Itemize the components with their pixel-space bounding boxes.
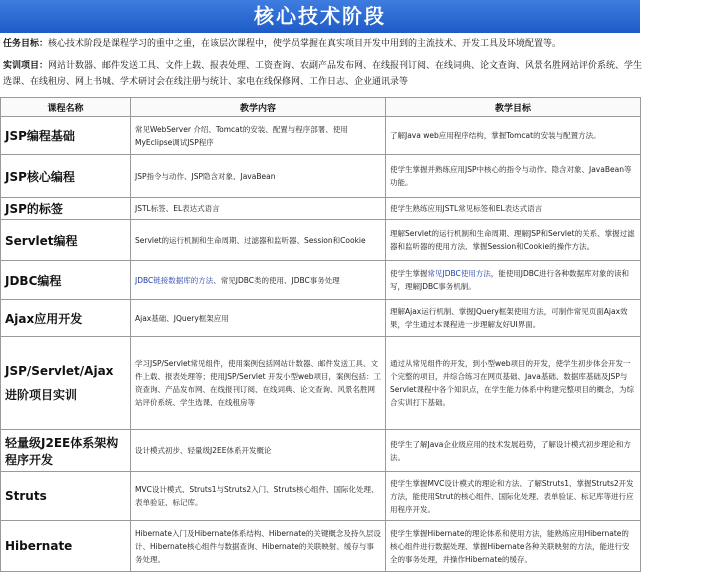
course-name: Struts xyxy=(1,472,131,521)
course-name-line: 程序开发 xyxy=(5,452,54,467)
task-text: 核心技术阶段是课程学习的重中之重，在该层次课程中，使学员掌握在真实项目开发中用到的主流技术、开发工具及环境配置等。 xyxy=(48,39,562,49)
table-row xyxy=(1,155,641,198)
course-goal: 使学生掌握MVC设计模式的理论和方法、了解Struts1、掌握Struts2开发方法，能使用Strut的核心组件、国际化处理、表单验证、标记库等进行应用程序开发。 xyxy=(386,472,641,521)
training-projects xyxy=(0,58,643,90)
course-name: Ajax应用开发 xyxy=(1,300,131,337)
header-content: 教学内容 xyxy=(131,98,386,117)
course-name: Servlet编程 xyxy=(1,220,131,261)
course-goal: 使学生掌握Hibernate的理论体系和使用方法，能熟练应用Hibernate的核心组件进行数据处理、掌握Hibernate各种关联映射的方法，能进行安全的事务处理，并操作Hibernate的缓存。 xyxy=(386,521,641,572)
course-name-line: JSP/Servlet/Ajax xyxy=(5,363,114,378)
course-content: Hibernate入门及Hibernate体系结构、Hibernate的关键概念及持久层设计、Hibernate核心组件与数据查询、Hibernate的关联映射、缓存与事务处理。 xyxy=(131,521,386,572)
course-name-line: 进阶项目实训 xyxy=(5,387,78,402)
task-label: 任务目标： xyxy=(3,39,49,49)
goal-highlight: 常见JDBC使用方法 xyxy=(427,269,491,278)
course-name: Hibernate xyxy=(1,521,131,572)
header-course: 课程名称 xyxy=(1,98,131,117)
table-row xyxy=(1,521,641,572)
course-goal xyxy=(386,261,641,300)
course-content: 学习JSP/Servlet常见组件，使用案例包括网站计数器、邮件发送工具、文件上载、报表处理等；使用JSP/Servlet 开发小型web项目，案例包括：工资查询、产品发布网、在线报刊订阅、在线词典、论文查询、风景名胜网站评价系统、学生选课、在线租房等 xyxy=(131,337,386,430)
table-row xyxy=(1,117,641,155)
course-goal: 理解Ajax运行机制、掌握JQuery框架使用方法，可制作常见页面Ajax效果，学生通过本课程进一步理解友好UI界面。 xyxy=(386,300,641,337)
content-rest: 、常见JDBC类的使用、JDBC事务处理 xyxy=(213,275,340,285)
course-content: JSTL标签、EL表达式语言 xyxy=(131,198,386,220)
course-content: 设计模式初步、轻量级J2EE体系开发概论 xyxy=(131,430,386,472)
goal-prefix: 使学生掌握 xyxy=(390,269,428,278)
course-goal: 理解Servlet的运行机制和生命周期、理解JSP和Servlet的关系、掌握过滤器和监听器的使用方法、掌握Session和Cookie的操作方法。 xyxy=(386,220,641,261)
course-name: JSP编程基础 xyxy=(1,117,131,155)
course-name-line: 轻量级J2EE体系架构 xyxy=(5,435,119,450)
course-content: Ajax基础、JQuery框架应用 xyxy=(131,300,386,337)
course-goal: 了解Java web应用程序结构，掌握Tomcat的安装与配置方法。 xyxy=(386,117,641,155)
course-content xyxy=(131,261,386,300)
table-row xyxy=(1,261,641,300)
course-content: Servlet的运行机制和生命周期、过滤器和监听器、Session和Cookie xyxy=(131,220,386,261)
table-header-row xyxy=(1,98,641,117)
table-row xyxy=(1,430,641,472)
header-goal: 教学目标 xyxy=(386,98,641,117)
course-content: 常见WebServer 介绍、Tomcat的安装、配置与程序部署、使用MyEclipse调试JSP程序 xyxy=(131,117,386,155)
stage-title: 核心技术阶段 xyxy=(254,4,386,28)
content-highlight: JDBC链接数据库的方法 xyxy=(135,275,214,285)
course-content: MVC设计模式、Struts1与Struts2入门、Struts核心组件、国际化处理、表单验证、标记库。 xyxy=(131,472,386,521)
stage-banner xyxy=(0,0,640,33)
table-row xyxy=(1,198,641,220)
project-label: 实训项目： xyxy=(3,61,49,71)
course-name xyxy=(1,337,131,430)
course-goal: 使学生了解Java企业级应用的技术发展趋势，了解设计模式初步理论和方法。 xyxy=(386,430,641,472)
task-objective xyxy=(0,36,643,52)
course-goal: 使学生掌握并熟练应用JSP中核心的指令与动作、隐含对象、JavaBean等功能。 xyxy=(386,155,641,198)
table-row xyxy=(1,220,641,261)
course-name: JSP核心编程 xyxy=(1,155,131,198)
course-name: JDBC编程 xyxy=(1,261,131,300)
course-name xyxy=(1,430,131,472)
project-text: 网站计数器、邮件发送工具、文件上载、报表处理、工资查询、农副产品发布网、在线报刊订阅、在线词典、论文查询、风景名胜网站评价系统、学生选课、在线租房、网上书城、学术研讨会在线注册与统计、家电在线保修网、工作日志、企业通讯录等 xyxy=(3,61,643,87)
course-name: JSP的标签 xyxy=(1,198,131,220)
table-row xyxy=(1,472,641,521)
course-goal: 使学生熟练应用JSTL常见标签和EL表达式语言 xyxy=(386,198,641,220)
goal-rest: ，能使用JDBC进行各种数据库对象的读和写，理解JDBC事务机制。 xyxy=(390,269,629,291)
table-row xyxy=(1,337,641,430)
curriculum-table xyxy=(0,97,641,572)
course-goal: 通过从常见组件的开发，到小型web项目的开发，使学生初步体会开发一个完整的项目，并综合练习在网页基础、Java基础、数据库基础及JSP与Servlet课程中各个知识点，在学生能力体系中构建完整项目的概念，为综合实训打下基础。 xyxy=(386,337,641,430)
table-row xyxy=(1,300,641,337)
course-content: JSP指令与动作、JSP隐含对象、JavaBean xyxy=(131,155,386,198)
